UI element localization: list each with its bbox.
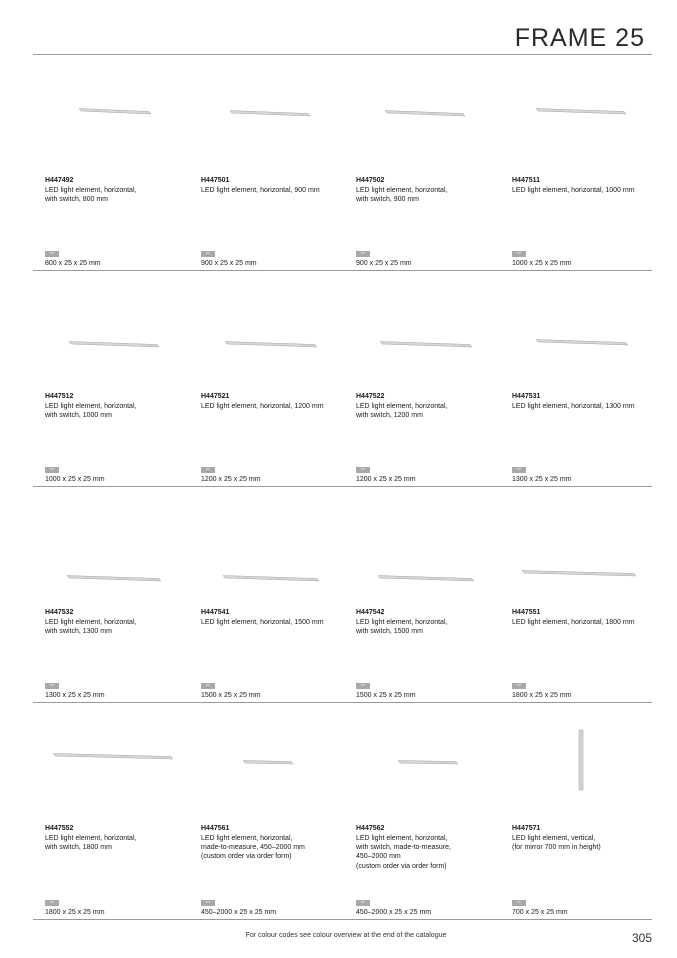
product-dimensions: 450–2000 x 25 x 25 mm <box>356 909 432 916</box>
product-card <box>201 58 351 270</box>
product-dimensions: 1300 x 25 x 25 mm <box>512 476 572 483</box>
product-image <box>221 570 323 584</box>
product-dimensions: 1000 x 25 x 25 mm <box>512 260 572 267</box>
row-divider <box>33 919 652 920</box>
product-card <box>356 274 506 486</box>
product-image <box>241 754 297 768</box>
product-description: LED light element, vertical, (for mirror 700 mm in height) <box>512 835 601 852</box>
product-dimensions: 1300 x 25 x 25 mm <box>45 692 105 699</box>
finish-swatch: 007 <box>512 467 526 473</box>
row-divider <box>33 702 652 703</box>
product-description: LED light element, horizontal, with switch, 1800 mm <box>45 835 137 852</box>
page-number: 305 <box>631 931 652 945</box>
product-description: LED light element, horizontal, 1000 mm <box>512 187 635 194</box>
product-card <box>356 706 506 919</box>
product-description: LED light element, horizontal, 900 mm <box>201 187 320 194</box>
product-description: LED light element, horizontal, 1200 mm <box>201 403 324 410</box>
product-image <box>378 336 476 350</box>
product-code: H447521 <box>201 393 230 400</box>
product-code: H447541 <box>201 609 230 616</box>
page-title: FRAME 25 <box>514 24 645 52</box>
product-card <box>45 490 195 702</box>
product-card <box>45 58 195 270</box>
product-description: LED light element, horizontal, with switch, 1300 mm <box>45 619 137 636</box>
product-code: H447552 <box>45 825 74 832</box>
product-dimensions: 1000 x 25 x 25 mm <box>45 476 105 483</box>
product-image <box>228 105 314 119</box>
finish-swatch: 007 <box>201 251 215 257</box>
product-card <box>45 274 195 486</box>
product-card <box>201 490 351 702</box>
product-description: LED light element, horizontal, with switch, 900 mm <box>356 187 448 204</box>
product-description: LED light element, horizontal, made-to-measure, 450–2000 mm (custom order via order form) <box>201 835 305 861</box>
product-card <box>356 58 506 270</box>
product-description: LED light element, horizontal, 1500 mm <box>201 619 324 626</box>
product-description: LED light element, horizontal, 1300 mm <box>512 403 635 410</box>
finish-swatch: 007 <box>45 900 59 906</box>
product-dimensions: 450–2000 x 25 x 25 mm <box>201 909 277 916</box>
product-card <box>201 706 351 919</box>
product-dimensions: 800 x 25 x 25 mm <box>45 260 101 267</box>
product-code: H447551 <box>512 609 541 616</box>
product-image <box>51 748 177 762</box>
product-code: H447562 <box>356 825 385 832</box>
product-image <box>520 565 640 579</box>
footer-note: For colour codes see colour overview at the end of the catalogue <box>245 932 447 939</box>
finish-swatch: 007 <box>201 683 215 689</box>
product-dimensions: 900 x 25 x 25 mm <box>201 260 257 267</box>
product-card <box>201 274 351 486</box>
finish-swatch: 007 <box>201 467 215 473</box>
finish-swatch: 007 <box>356 900 370 906</box>
finish-swatch: 007 <box>45 251 59 257</box>
product-dimensions: 700 x 25 x 25 mm <box>512 909 568 916</box>
product-image <box>396 754 462 768</box>
row-divider <box>33 486 652 487</box>
finish-swatch: 007 <box>45 467 59 473</box>
product-image <box>572 728 592 798</box>
product-card <box>512 274 662 486</box>
product-dimensions: 1800 x 25 x 25 mm <box>512 692 572 699</box>
finish-swatch: 007 <box>45 683 59 689</box>
product-description: LED light element, horizontal, with switch, 1200 mm <box>356 403 448 420</box>
product-dimensions: 1800 x 25 x 25 mm <box>45 909 105 916</box>
row-divider <box>33 270 652 271</box>
product-description: LED light element, horizontal, with switch, 800 mm <box>45 187 137 204</box>
product-description: LED light element, horizontal, with switch, 1500 mm <box>356 619 448 636</box>
product-code: H447512 <box>45 393 74 400</box>
product-card <box>512 490 662 702</box>
product-card <box>512 706 662 919</box>
product-card <box>45 706 195 919</box>
product-dimensions: 1500 x 25 x 25 mm <box>356 692 416 699</box>
product-image <box>383 105 469 119</box>
product-image <box>534 334 632 348</box>
product-image <box>534 103 630 117</box>
product-code: H447511 <box>512 177 541 184</box>
product-code: H447502 <box>356 177 385 184</box>
product-code: H447492 <box>45 177 74 184</box>
product-code: H447571 <box>512 825 541 832</box>
product-card <box>512 58 662 270</box>
product-dimensions: 1500 x 25 x 25 mm <box>201 692 261 699</box>
finish-swatch: 007 <box>512 251 526 257</box>
product-dimensions: 1200 x 25 x 25 mm <box>201 476 261 483</box>
product-image <box>376 570 478 584</box>
finish-swatch: 007 <box>201 900 215 906</box>
product-code: H447501 <box>201 177 230 184</box>
finish-swatch: 007 <box>512 900 526 906</box>
product-card <box>356 490 506 702</box>
product-image <box>77 103 155 117</box>
product-description: LED light element, horizontal, with switch, made-to-measure, 450–2000 mm (custom order via order form) <box>356 835 451 870</box>
product-code: H447542 <box>356 609 385 616</box>
product-code: H447531 <box>512 393 541 400</box>
product-image <box>223 336 321 350</box>
finish-swatch: 007 <box>356 683 370 689</box>
product-code: H447561 <box>201 825 230 832</box>
product-description: LED light element, horizontal, with switch, 1000 mm <box>45 403 137 420</box>
product-code: H447532 <box>45 609 74 616</box>
product-dimensions: 900 x 25 x 25 mm <box>356 260 412 267</box>
finish-swatch: 007 <box>512 683 526 689</box>
product-dimensions: 1200 x 25 x 25 mm <box>356 476 416 483</box>
product-code: H447522 <box>356 393 385 400</box>
finish-swatch: 007 <box>356 251 370 257</box>
product-description: LED light element, horizontal, 1800 mm <box>512 619 635 626</box>
product-image <box>65 570 165 584</box>
finish-swatch: 007 <box>356 467 370 473</box>
product-image <box>67 336 163 350</box>
